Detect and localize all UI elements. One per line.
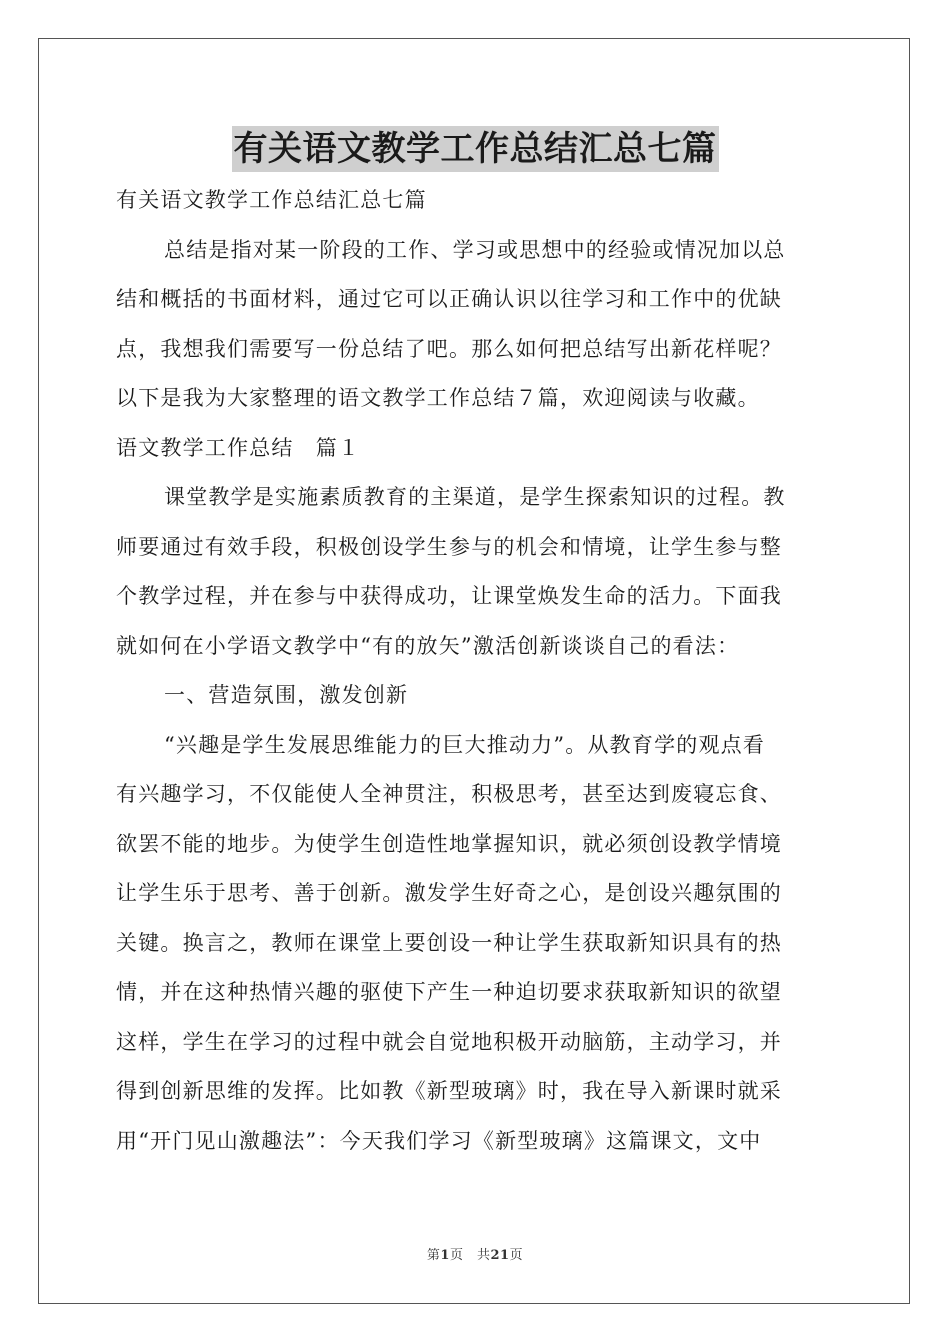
paragraph-line: 关键。换言之，教师在课堂上要创设一种让学生获取新知识具有的热	[116, 930, 782, 955]
paragraph-line: 以下是我为大家整理的语文教学工作总结７篇，欢迎阅读与收藏。	[116, 386, 760, 410]
paragraph-line: 结和概括的书面材料，通过它可以正确认识以往学习和工作中的优缺	[116, 287, 782, 311]
paragraph-line: “兴趣是学生发展思维能力的巨大推动力”。从教育学的观点看	[164, 732, 766, 757]
paragraph-line: 让学生乐于思考、善于创新。激发学生好奇之心，是创设兴趣氛围的	[116, 881, 782, 905]
document-title: 有关语文教学工作总结汇总七篇	[232, 126, 719, 172]
subsection-heading: 一、营造氛围，激发创新	[164, 683, 409, 707]
paragraph-line: 师要通过有效手段，积极创设学生参与的机会和情境，让学生参与整	[116, 534, 782, 559]
paragraph-line: 得到创新思维的发挥。比如教《新型玻璃》时，我在导入新课时就采	[116, 1079, 782, 1103]
footer-page-prefix: 第	[426, 1248, 441, 1263]
page-footer	[0, 1244, 950, 1263]
paragraph-line: 个教学过程，并在参与中获得成功，让课堂焕发生命的活力。下面我	[116, 584, 782, 608]
paragraph-line: 这样，学生在学习的过程中就会自觉地积极开动脑筋，主动学习，并	[116, 1029, 782, 1054]
paragraph-line: 点，我想我们需要写一份总结了吧。那么如何把总结写出新花样呢？	[116, 336, 782, 361]
footer-page-suffix: 页	[509, 1248, 524, 1263]
paragraph-line: 用“开门见山激趣法”：今天我们学习《新型玻璃》这篇课文，文中	[116, 1128, 762, 1153]
paragraph-line: 就如何在小学语文教学中“有的放矢”激活创新谈谈自己的看法：	[116, 633, 740, 658]
paragraph-line: 总结是指对某一阶段的工作、学习或思想中的经验或情况加以总	[164, 237, 786, 262]
paragraph-line: 课堂教学是实施素质教育的主渠道，是学生探索知识的过程。教	[164, 485, 786, 509]
footer-page-number: 1	[440, 1248, 450, 1263]
paragraph-line: 有兴趣学习，不仅能使人全神贯注，积极思考，甚至达到废寝忘食、	[116, 782, 782, 806]
section-heading: 语文教学工作总结 篇１	[116, 435, 361, 460]
paragraph-line: 情，并在这种热情兴趣的驱使下产生一种迫切要求获取新知识的欲望	[116, 980, 782, 1004]
document-body	[116, 176, 836, 1166]
footer-page-total: 21	[490, 1248, 510, 1263]
subtitle-line: 有关语文教学工作总结汇总七篇	[116, 188, 427, 212]
paragraph-line: 欲罢不能的地步。为使学生创造性地掌握知识，就必须创设教学情境	[116, 831, 782, 856]
title-container	[0, 126, 950, 172]
footer-page-mid: 页 共	[449, 1248, 491, 1263]
